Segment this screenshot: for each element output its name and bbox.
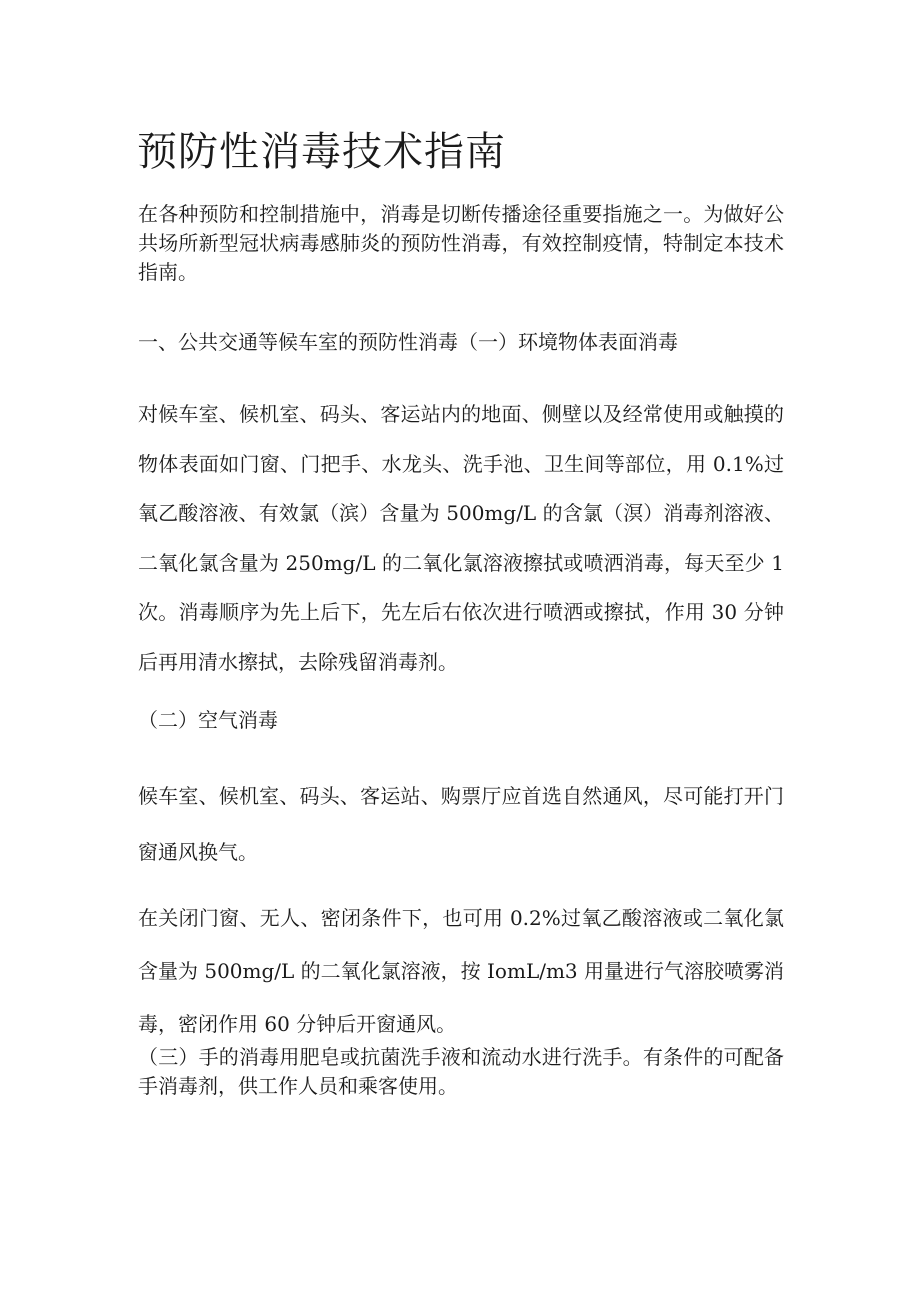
document-title: 预防性消毒技术指南 xyxy=(137,129,506,175)
section-heading-air-disinfection: （二）空气消毒 xyxy=(138,708,278,732)
surface-disinfection-paragraph: 对候车室、候机室、码头、客运站内的地面、侧壁以及经常使用或触摸的物体表面如门窗、门把手、水龙头、洗手池、卫生间等部位，用 0.1%过氧乙酸溶液、有效氯（滨）含量为 500mg/L 的含氯（溟）消毒剂溶液、二氧化氯含量为 250mg/L 的二氧化氯溶液擦拭或喷洒消毒，每天至少 1 次。消毒顺序为先上后下，先左后右依次进行喷洒或擦拭，作用 30 分钟后再用清水擦拭，去除残留消毒剂。 xyxy=(138,402,784,674)
intro-paragraph: 在各种预防和控制措施中，消毒是切断传播途径重要指施之一。为做好公共场所新型冠状病毒感肺炎的预防性消毒，有效控制疫情，特制定本技术指南。 xyxy=(138,202,784,284)
air-spray-disinfection-paragraph: 在关闭门窗、无人、密闭条件下，也可用 0.2%过氧乙酸溶液或二氧化氯含量为 500mg/L 的二氧化氯溶液，按 IomL/m3 用量进行气溶胶喷雾消毒，密闭作用 60 分钟后开窗通风。 xyxy=(138,906,785,1036)
air-ventilation-paragraph: 候车室、候机室、码头、客运站、购票厅应首选自然通风，尽可能打开门窗通风换气。 xyxy=(138,784,784,864)
hand-disinfection-paragraph: （三）手的消毒用肥皂或抗菌洗手液和流动水进行洗手。有条件的可配备手消毒剂，供工作人员和乘客使用。 xyxy=(138,1045,784,1098)
section-heading-public-transport: 一、公共交通等候车室的预防性消毒（一）环境物体表面消毒 xyxy=(138,330,678,354)
